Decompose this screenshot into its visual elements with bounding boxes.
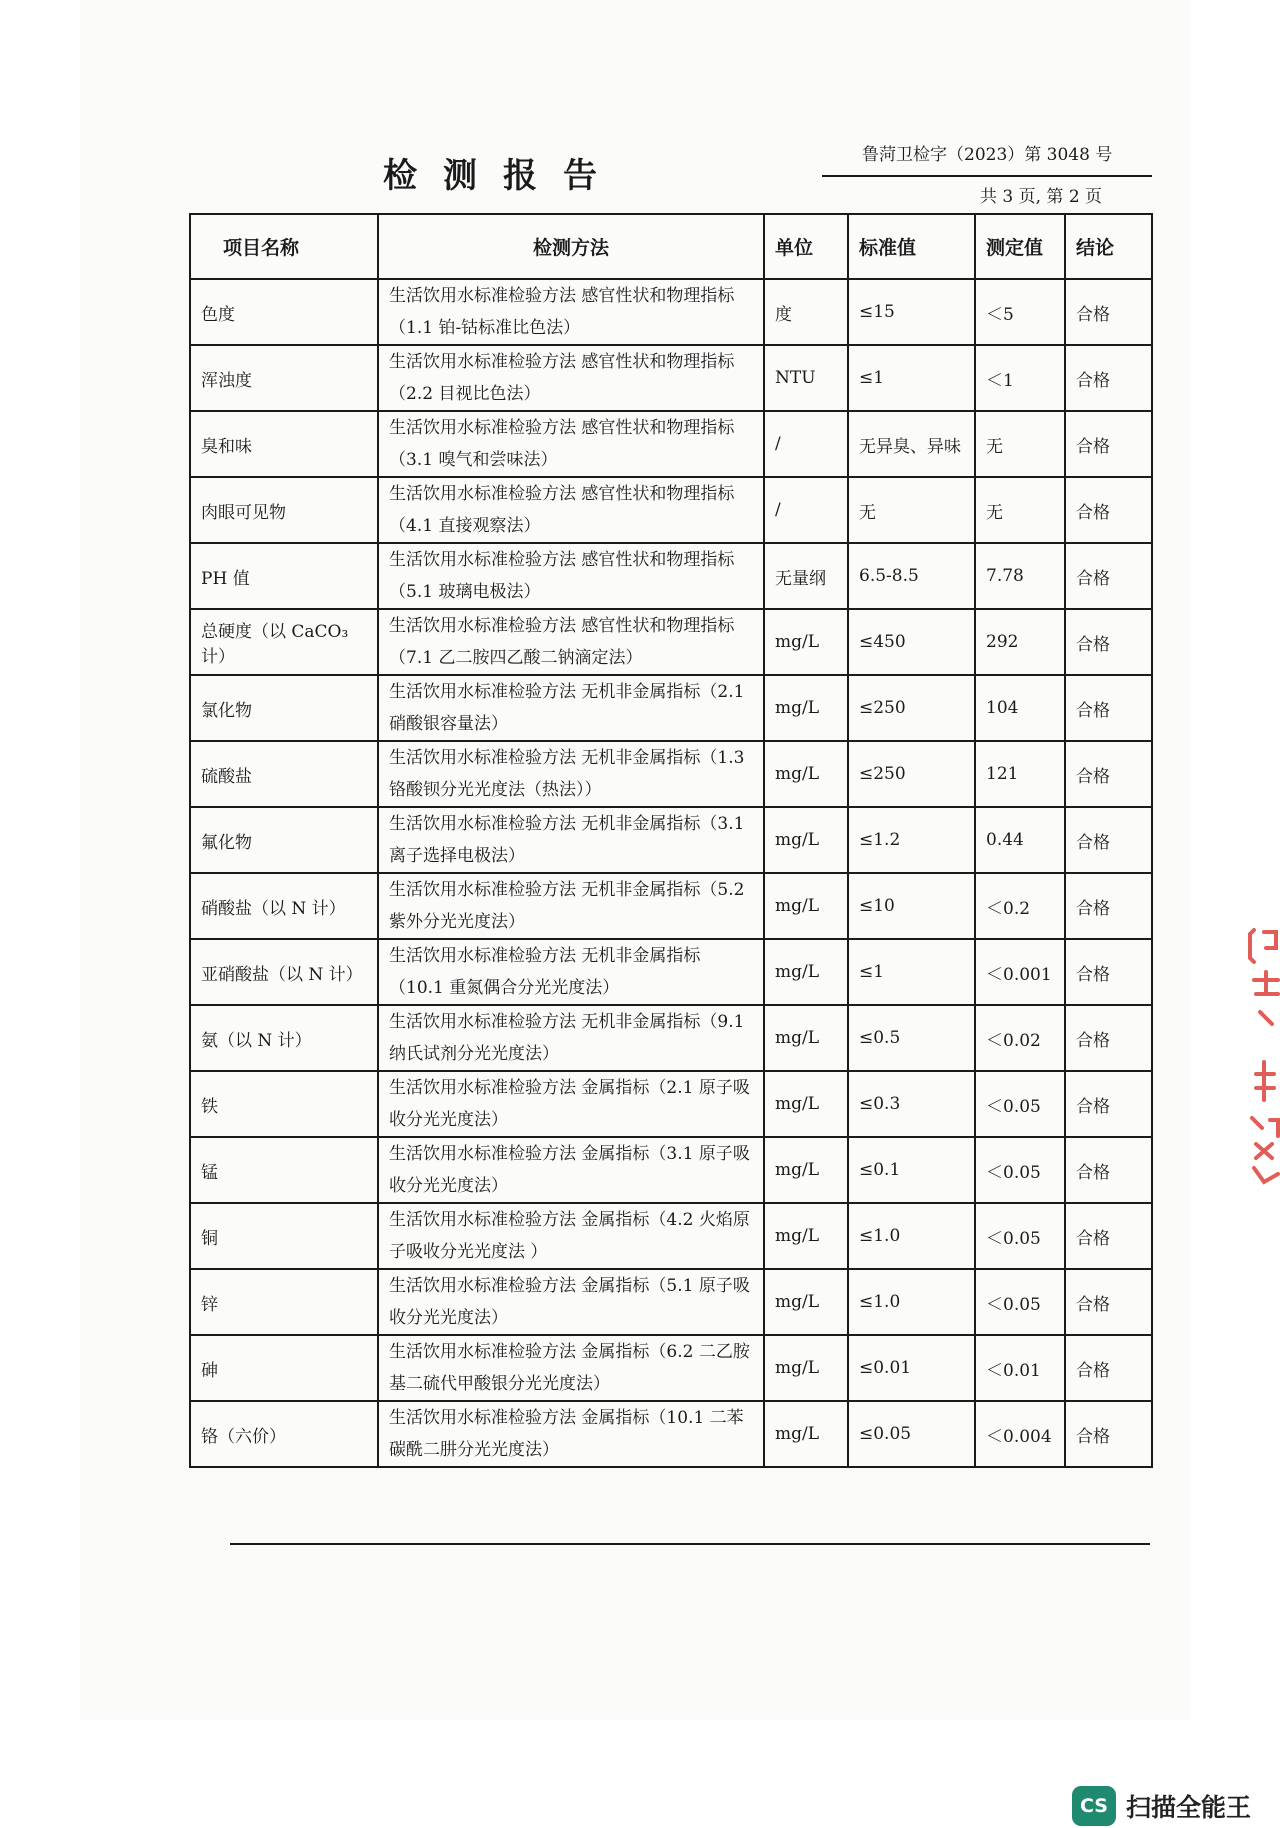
cell-conclusion: 合格 bbox=[1065, 411, 1152, 477]
report-number: 鲁菏卫检字（2023）第 3048 号 bbox=[862, 145, 1113, 165]
table-row bbox=[190, 675, 1152, 741]
header-unit: 单位 bbox=[764, 214, 848, 279]
cell-standard: 无 bbox=[848, 477, 975, 543]
header-item: 项目名称 bbox=[190, 214, 378, 279]
cell-item: 锌 bbox=[190, 1269, 378, 1335]
table-row bbox=[190, 411, 1152, 477]
cell-conclusion: 合格 bbox=[1065, 675, 1152, 741]
header-measured: 测定值 bbox=[975, 214, 1065, 279]
cell-measured: ＜0.05 bbox=[975, 1269, 1065, 1335]
cell-method: 生活饮用水标准检验方法 金属指标（4.2 火焰原子吸收分光光度法 ） bbox=[378, 1203, 764, 1269]
cell-conclusion: 合格 bbox=[1065, 1071, 1152, 1137]
cell-standard: ≤0.05 bbox=[848, 1401, 975, 1467]
cell-measured: ＜1 bbox=[975, 345, 1065, 411]
cell-measured: ＜0.05 bbox=[975, 1071, 1065, 1137]
cell-item: 铁 bbox=[190, 1071, 378, 1137]
cell-conclusion: 合格 bbox=[1065, 1005, 1152, 1071]
cell-conclusion: 合格 bbox=[1065, 807, 1152, 873]
header-divider bbox=[822, 175, 1152, 177]
cell-standard: 无异臭、异味 bbox=[848, 411, 975, 477]
table-row bbox=[190, 1269, 1152, 1335]
cell-measured: ＜0.001 bbox=[975, 939, 1065, 1005]
cell-item: 氨（以 N 计） bbox=[190, 1005, 378, 1071]
cell-conclusion: 合格 bbox=[1065, 279, 1152, 345]
cell-unit: mg/L bbox=[764, 1203, 848, 1269]
cell-unit: mg/L bbox=[764, 609, 848, 675]
cell-method: 生活饮用水标准检验方法 无机非金属指标（10.1 重氮偶合分光光度法） bbox=[378, 939, 764, 1005]
table-row bbox=[190, 1071, 1152, 1137]
table-row bbox=[190, 1203, 1152, 1269]
table-row bbox=[190, 1137, 1152, 1203]
cell-method: 生活饮用水标准检验方法 感官性状和物理指标（4.1 直接观察法） bbox=[378, 477, 764, 543]
cell-method: 生活饮用水标准检验方法 无机非金属指标（1.3 铬酸钡分光光度法（热法）） bbox=[378, 741, 764, 807]
cell-standard: ≤1.2 bbox=[848, 807, 975, 873]
cell-item: 砷 bbox=[190, 1335, 378, 1401]
report-page bbox=[80, 0, 1190, 1720]
cell-item: 铜 bbox=[190, 1203, 378, 1269]
header-method: 检测方法 bbox=[378, 214, 764, 279]
cell-measured: ＜0.05 bbox=[975, 1137, 1065, 1203]
cell-method: 生活饮用水标准检验方法 金属指标（10.1 二苯碳酰二肼分光光度法） bbox=[378, 1401, 764, 1467]
cell-standard: ≤0.1 bbox=[848, 1137, 975, 1203]
cell-item: 浑浊度 bbox=[190, 345, 378, 411]
cell-measured: 292 bbox=[975, 609, 1065, 675]
cell-unit: 无量纲 bbox=[764, 543, 848, 609]
cell-item: 氯化物 bbox=[190, 675, 378, 741]
cell-conclusion: 合格 bbox=[1065, 1137, 1152, 1203]
cell-conclusion: 合格 bbox=[1065, 345, 1152, 411]
cell-item: 总硬度（以 CaCO₃计） bbox=[190, 609, 378, 675]
cell-unit: 度 bbox=[764, 279, 848, 345]
cell-method: 生活饮用水标准检验方法 无机非金属指标（5.2 紫外分光光度法） bbox=[378, 873, 764, 939]
cell-measured: 无 bbox=[975, 477, 1065, 543]
cell-item: 肉眼可见物 bbox=[190, 477, 378, 543]
cell-measured: ＜0.05 bbox=[975, 1203, 1065, 1269]
footer-divider bbox=[230, 1543, 1150, 1545]
table-row bbox=[190, 741, 1152, 807]
table-row bbox=[190, 345, 1152, 411]
cell-unit: mg/L bbox=[764, 1137, 848, 1203]
cell-standard: ≤1 bbox=[848, 345, 975, 411]
cell-unit: mg/L bbox=[764, 1071, 848, 1137]
table-row bbox=[190, 1335, 1152, 1401]
cell-conclusion: 合格 bbox=[1065, 1335, 1152, 1401]
cell-conclusion: 合格 bbox=[1065, 543, 1152, 609]
table-body bbox=[190, 279, 1152, 1467]
cell-unit: mg/L bbox=[764, 1335, 848, 1401]
cell-measured: ＜0.004 bbox=[975, 1401, 1065, 1467]
cell-standard: ≤0.3 bbox=[848, 1071, 975, 1137]
table-row bbox=[190, 609, 1152, 675]
cell-standard: ≤10 bbox=[848, 873, 975, 939]
cell-measured: 0.44 bbox=[975, 807, 1065, 873]
table-row bbox=[190, 873, 1152, 939]
cell-item: 色度 bbox=[190, 279, 378, 345]
cell-item: 氟化物 bbox=[190, 807, 378, 873]
cell-method: 生活饮用水标准检验方法 感官性状和物理指标（7.1 乙二胺四乙酸二钠滴定法） bbox=[378, 609, 764, 675]
cell-item: 硝酸盐（以 N 计） bbox=[190, 873, 378, 939]
cell-measured: ＜0.01 bbox=[975, 1335, 1065, 1401]
cell-method: 生活饮用水标准检验方法 金属指标（2.1 原子吸收分光光度法） bbox=[378, 1071, 764, 1137]
cell-measured: 121 bbox=[975, 741, 1065, 807]
cell-item: 硫酸盐 bbox=[190, 741, 378, 807]
cell-standard: ≤0.5 bbox=[848, 1005, 975, 1071]
header-conclusion: 结论 bbox=[1065, 214, 1152, 279]
header-standard: 标准值 bbox=[848, 214, 975, 279]
cell-method: 生活饮用水标准检验方法 金属指标（5.1 原子吸收分光光度法） bbox=[378, 1269, 764, 1335]
cell-conclusion: 合格 bbox=[1065, 1401, 1152, 1467]
cell-method: 生活饮用水标准检验方法 无机非金属指标（9.1 纳氏试剂分光光度法） bbox=[378, 1005, 764, 1071]
cell-conclusion: 合格 bbox=[1065, 939, 1152, 1005]
cell-method: 生活饮用水标准检验方法 无机非金属指标（3.1 离子选择电极法） bbox=[378, 807, 764, 873]
cell-unit: mg/L bbox=[764, 873, 848, 939]
cell-conclusion: 合格 bbox=[1065, 1269, 1152, 1335]
scanner-app-name: 扫描全能王 bbox=[1126, 1793, 1252, 1822]
page-indicator: 共 3 页, 第 2 页 bbox=[980, 187, 1103, 207]
cell-unit: mg/L bbox=[764, 807, 848, 873]
cell-conclusion: 合格 bbox=[1065, 609, 1152, 675]
cell-unit: mg/L bbox=[764, 1269, 848, 1335]
cell-conclusion: 合格 bbox=[1065, 741, 1152, 807]
cell-method: 生活饮用水标准检验方法 金属指标（6.2 二乙胺基二硫代甲酸银分光光度法） bbox=[378, 1335, 764, 1401]
cell-standard: ≤250 bbox=[848, 741, 975, 807]
cell-measured: 7.78 bbox=[975, 543, 1065, 609]
cell-method: 生活饮用水标准检验方法 感官性状和物理指标（3.1 嗅气和尝味法） bbox=[378, 411, 764, 477]
cell-standard: ≤15 bbox=[848, 279, 975, 345]
cell-method: 生活饮用水标准检验方法 金属指标（3.1 原子吸收分光光度法） bbox=[378, 1137, 764, 1203]
cell-method: 生活饮用水标准检验方法 感官性状和物理指标（5.1 玻璃电极法） bbox=[378, 543, 764, 609]
cell-measured: ＜0.02 bbox=[975, 1005, 1065, 1071]
cell-standard: ≤0.01 bbox=[848, 1335, 975, 1401]
cell-item: 铬（六价） bbox=[190, 1401, 378, 1467]
camscanner-logo-icon: CS bbox=[1072, 1786, 1116, 1826]
cell-unit: NTU bbox=[764, 345, 848, 411]
cell-item: 亚硝酸盐（以 N 计） bbox=[190, 939, 378, 1005]
cell-method: 生活饮用水标准检验方法 感官性状和物理指标（1.1 铂-钴标准比色法） bbox=[378, 279, 764, 345]
table-row bbox=[190, 1401, 1152, 1467]
table-row bbox=[190, 807, 1152, 873]
cell-standard: ≤1 bbox=[848, 939, 975, 1005]
cell-unit: / bbox=[764, 477, 848, 543]
table-row bbox=[190, 1005, 1152, 1071]
cell-item: 锰 bbox=[190, 1137, 378, 1203]
cell-conclusion: 合格 bbox=[1065, 873, 1152, 939]
cell-unit: / bbox=[764, 411, 848, 477]
report-title: 检测报告 bbox=[383, 156, 623, 196]
cell-standard: 6.5-8.5 bbox=[848, 543, 975, 609]
cell-measured: ＜5 bbox=[975, 279, 1065, 345]
official-seal-icon bbox=[1242, 922, 1280, 1190]
cell-conclusion: 合格 bbox=[1065, 1203, 1152, 1269]
cell-method: 生活饮用水标准检验方法 无机非金属指标（2.1 硝酸银容量法） bbox=[378, 675, 764, 741]
cell-unit: mg/L bbox=[764, 939, 848, 1005]
cell-item: PH 值 bbox=[190, 543, 378, 609]
scanner-watermark bbox=[1072, 1784, 1268, 1828]
cell-standard: ≤450 bbox=[848, 609, 975, 675]
cell-standard: ≤1.0 bbox=[848, 1203, 975, 1269]
cell-unit: mg/L bbox=[764, 1005, 848, 1071]
cell-standard: ≤1.0 bbox=[848, 1269, 975, 1335]
cell-method: 生活饮用水标准检验方法 感官性状和物理指标（2.2 目视比色法） bbox=[378, 345, 764, 411]
cell-item: 臭和味 bbox=[190, 411, 378, 477]
table-header-row bbox=[190, 214, 1152, 279]
cell-measured: ＜0.2 bbox=[975, 873, 1065, 939]
table-row bbox=[190, 939, 1152, 1005]
table-row bbox=[190, 477, 1152, 543]
cell-unit: mg/L bbox=[764, 675, 848, 741]
table-row bbox=[190, 543, 1152, 609]
cell-unit: mg/L bbox=[764, 741, 848, 807]
cell-unit: mg/L bbox=[764, 1401, 848, 1467]
cell-standard: ≤250 bbox=[848, 675, 975, 741]
cell-conclusion: 合格 bbox=[1065, 477, 1152, 543]
table-row bbox=[190, 279, 1152, 345]
results-table bbox=[189, 213, 1153, 1468]
cell-measured: 无 bbox=[975, 411, 1065, 477]
cell-measured: 104 bbox=[975, 675, 1065, 741]
